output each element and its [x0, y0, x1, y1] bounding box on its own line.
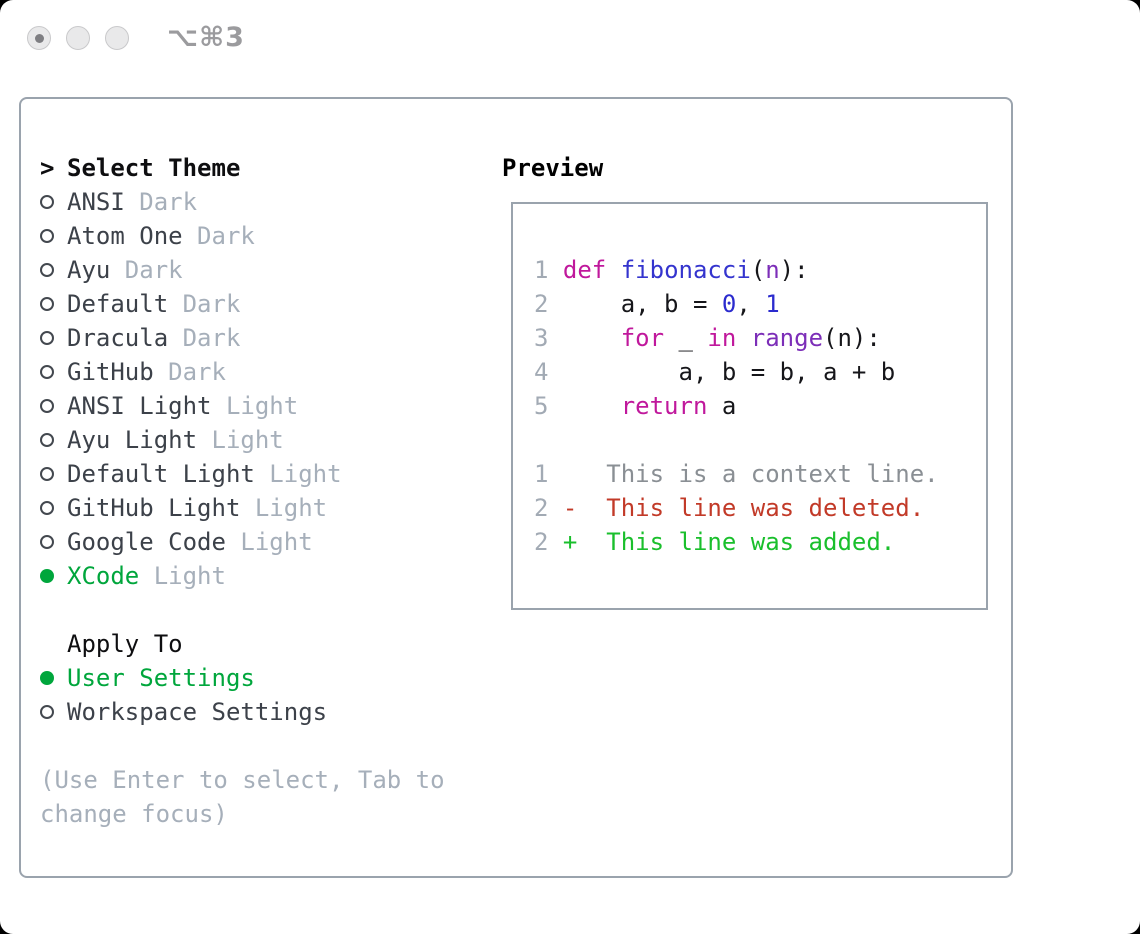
theme-option-ansi-light[interactable]	[40, 389, 445, 423]
code-line	[534, 253, 939, 287]
theme-variant-tag: Light	[254, 460, 342, 488]
theme-variant-tag: Dark	[182, 222, 255, 250]
radio-unselected-icon	[40, 467, 67, 481]
code-line	[534, 525, 939, 559]
radio-unselected-icon	[40, 399, 67, 413]
theme-option-ansi[interactable]	[40, 185, 445, 219]
code-segment: _	[664, 324, 708, 352]
apply-option-name: Workspace Settings	[67, 698, 328, 726]
radio-unselected-icon	[40, 297, 67, 311]
code-segment	[563, 392, 621, 420]
theme-option-github-light[interactable]	[40, 491, 445, 525]
code-segment: 1	[765, 290, 780, 318]
code-line	[534, 321, 939, 355]
theme-variant-tag: Dark	[110, 256, 183, 284]
theme-variant-tag: Dark	[168, 290, 241, 318]
theme-name: Default Light	[67, 460, 255, 488]
code-segment: 0	[721, 290, 737, 318]
radio-unselected-icon	[40, 433, 67, 447]
theme-name: XCode	[67, 562, 140, 590]
radio-unselected-icon	[40, 535, 67, 549]
code-preview	[534, 253, 939, 559]
code-segment: a, b =	[562, 290, 722, 318]
spacer-row	[40, 729, 445, 763]
theme-variant-tag: Light	[197, 426, 284, 454]
radio-unselected-icon	[40, 365, 67, 379]
code-segment: (	[750, 256, 766, 284]
radio-unselected-icon	[40, 705, 67, 719]
preview-title: Preview	[502, 154, 604, 182]
window-titlebar	[0, 0, 1140, 76]
theme-variant-tag: Light	[240, 494, 328, 522]
code-segment: 1	[534, 460, 563, 488]
theme-option-ayu-light[interactable]	[40, 423, 445, 457]
code-segment	[563, 324, 621, 352]
apply-to-title: Apply To	[67, 630, 183, 658]
theme-list	[40, 151, 445, 831]
code-segment: a, b = b, a + b	[562, 358, 896, 386]
code-segment: 4	[534, 358, 563, 386]
theme-variant-tag: Dark	[153, 358, 226, 386]
selection-cursor-icon: >	[40, 154, 55, 182]
theme-name: ANSI Light	[67, 392, 212, 420]
code-segment: range	[750, 324, 824, 352]
code-segment: 2	[534, 528, 563, 556]
hint-line	[40, 797, 445, 831]
code-segment	[606, 256, 620, 284]
code-segment: def	[562, 256, 607, 284]
theme-option-xcode[interactable]	[40, 559, 445, 593]
code-line	[534, 457, 939, 491]
code-segment: ):	[779, 256, 809, 284]
theme-name: Atom One	[67, 222, 183, 250]
code-segment: 2	[534, 290, 563, 318]
theme-name: ANSI	[67, 188, 125, 216]
code-segment: n	[765, 256, 780, 284]
code-segment: This is a context line.	[562, 460, 939, 488]
code-line	[534, 287, 939, 321]
hint-text: (Use Enter to select, Tab to	[40, 766, 445, 794]
code-segment: for	[620, 324, 665, 352]
code-line	[534, 389, 939, 423]
theme-picker-panel	[19, 97, 1013, 878]
code-segment: in	[707, 324, 737, 352]
theme-option-dracula[interactable]	[40, 321, 445, 355]
code-segment: ,	[736, 290, 766, 318]
theme-name: Ayu	[67, 256, 111, 284]
apply-option-name: User Settings	[67, 664, 255, 692]
apply-option-user-settings[interactable]	[40, 661, 445, 695]
theme-list-title: Select Theme	[67, 154, 241, 182]
theme-option-google-code[interactable]	[40, 525, 445, 559]
code-segment: 5	[534, 392, 563, 420]
theme-variant-tag: Dark	[124, 188, 198, 216]
theme-variant-tag: Light	[211, 392, 299, 420]
theme-name: GitHub Light	[67, 494, 241, 522]
theme-name: GitHub	[67, 358, 154, 386]
theme-option-default[interactable]	[40, 287, 445, 321]
radio-selected-icon	[40, 569, 67, 583]
window-zoom-button[interactable]	[105, 26, 129, 50]
window-button-dot-icon	[35, 34, 44, 43]
theme-option-default-light[interactable]	[40, 457, 445, 491]
code-segment: 1	[534, 256, 563, 284]
radio-unselected-icon	[40, 229, 67, 243]
hint-line	[40, 763, 445, 797]
keyboard-shortcut-label: ⌥⌘3	[167, 22, 245, 53]
code-segment: fibonacci	[620, 256, 751, 284]
theme-option-atom-one[interactable]	[40, 219, 445, 253]
code-segment: 2	[534, 494, 563, 522]
code-segment: a	[707, 392, 737, 420]
code-segment	[736, 324, 750, 352]
apply-to-header	[40, 627, 445, 661]
code-segment: + This line was added.	[562, 528, 896, 556]
radio-unselected-icon	[40, 263, 67, 277]
radio-unselected-icon	[40, 501, 67, 515]
code-segment: 3	[534, 324, 563, 352]
theme-name: Ayu Light	[67, 426, 198, 454]
code-blank-line	[534, 423, 939, 457]
theme-variant-tag: Light	[139, 562, 226, 590]
theme-variant-tag: Dark	[168, 324, 241, 352]
code-segment: (n):	[823, 324, 881, 352]
code-segment: - This line was deleted.	[562, 494, 925, 522]
apply-option-workspace-settings[interactable]	[40, 695, 445, 729]
theme-name: Default	[67, 290, 169, 318]
radio-selected-icon	[40, 671, 67, 685]
theme-list-header	[40, 151, 445, 185]
code-segment: return	[620, 392, 708, 420]
theme-variant-tag: Light	[225, 528, 313, 556]
theme-option-ayu[interactable]	[40, 253, 445, 287]
radio-unselected-icon	[40, 195, 67, 209]
radio-unselected-icon	[40, 331, 67, 345]
theme-name: Dracula	[67, 324, 169, 352]
theme-option-github[interactable]	[40, 355, 445, 389]
spacer-row	[40, 593, 445, 627]
code-line	[534, 355, 939, 389]
preview-box	[511, 202, 988, 610]
code-line	[534, 491, 939, 525]
window-minimize-button[interactable]	[66, 26, 90, 50]
theme-name: Google Code	[67, 528, 226, 556]
window-close-button[interactable]	[27, 26, 51, 50]
hint-text: change focus)	[40, 800, 228, 828]
